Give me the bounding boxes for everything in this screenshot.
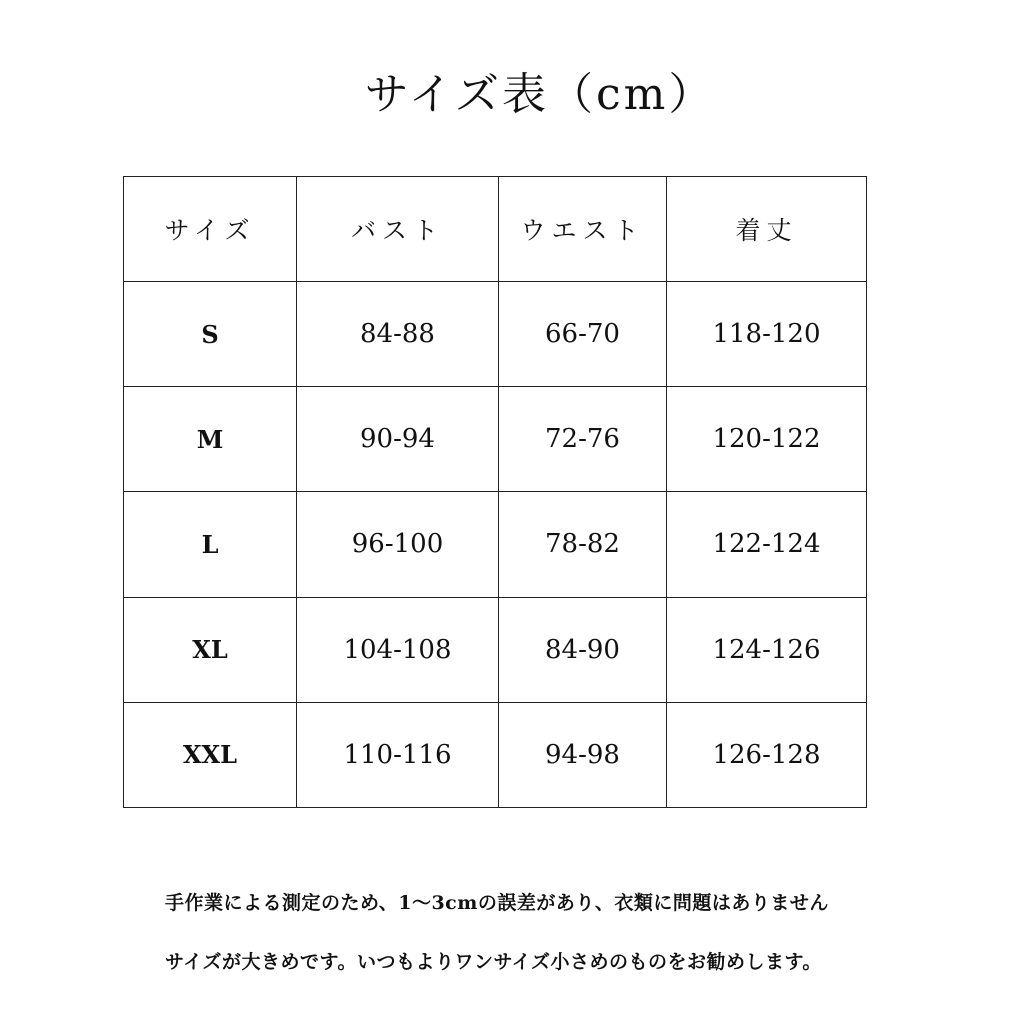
sizing-advice-note: サイズが大きめです。いつもよりワンサイズ小さめのものをお勧めします。: [165, 951, 822, 973]
length-cell: 118-120: [667, 282, 867, 387]
length-cell: 124-126: [667, 597, 867, 702]
table-row: [124, 702, 867, 807]
table-row: [124, 282, 867, 387]
size-cell: L: [124, 492, 297, 597]
header-size: サイズ: [124, 177, 297, 282]
length-cell: 120-122: [667, 387, 867, 492]
page-title: サイズ表（cm）: [364, 69, 716, 120]
bust-cell: 96-100: [297, 492, 499, 597]
length-cell: 122-124: [667, 492, 867, 597]
size-cell: M: [124, 387, 297, 492]
waist-cell: 72-76: [499, 387, 667, 492]
length-cell: 126-128: [667, 702, 867, 807]
header-length: 着丈: [667, 177, 867, 282]
table-row: [124, 597, 867, 702]
table-row: [124, 387, 867, 492]
header-waist: ウエスト: [499, 177, 667, 282]
size-cell: XXL: [124, 702, 297, 807]
bust-cell: 84-88: [297, 282, 499, 387]
waist-cell: 78-82: [499, 492, 667, 597]
header-bust: バスト: [297, 177, 499, 282]
waist-cell: 66-70: [499, 282, 667, 387]
waist-cell: 84-90: [499, 597, 667, 702]
size-cell: S: [124, 282, 297, 387]
bust-cell: 90-94: [297, 387, 499, 492]
size-table: [123, 176, 867, 808]
waist-cell: 94-98: [499, 702, 667, 807]
measurement-note: 手作業による測定のため、1〜3cmの誤差があり、衣類に問題はありません: [165, 892, 829, 914]
table-header-row: [124, 177, 867, 282]
size-cell: XL: [124, 597, 297, 702]
bust-cell: 110-116: [297, 702, 499, 807]
table-row: [124, 492, 867, 597]
bust-cell: 104-108: [297, 597, 499, 702]
